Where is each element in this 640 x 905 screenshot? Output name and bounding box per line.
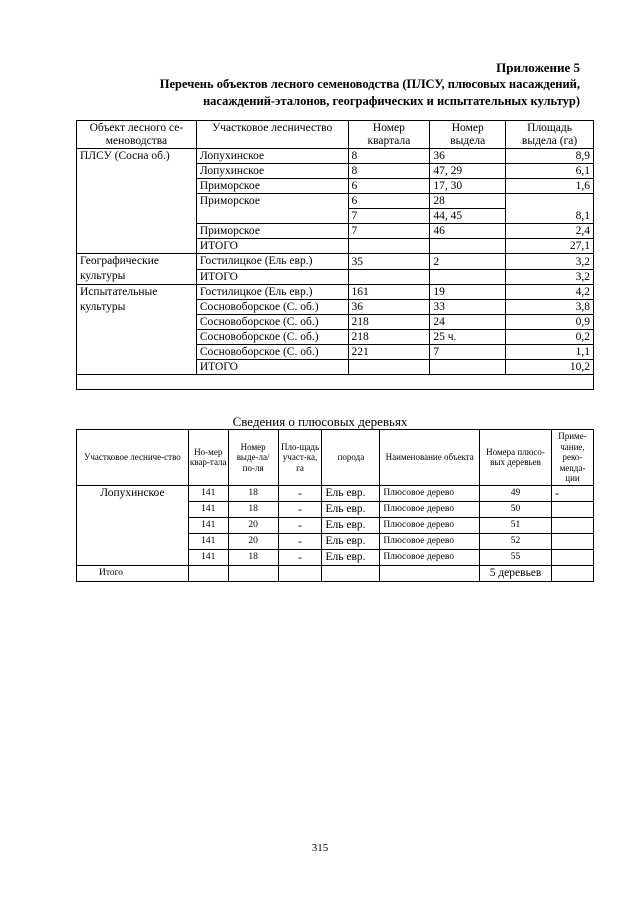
total-label: ИТОГО <box>196 269 348 285</box>
quarter-cell: 7 <box>348 209 430 224</box>
total-area: 3,2 <box>506 269 594 285</box>
header-section: Номер выде-ла/ по-ля <box>228 430 278 486</box>
forestry-cell: Сосновоборское (С. об.) <box>196 315 348 330</box>
quarter-cell: 36 <box>348 300 430 315</box>
empty-row <box>77 375 594 390</box>
empty-cell <box>77 375 197 390</box>
notes-cell <box>551 533 593 549</box>
header-quarter: Номер квартала <box>348 121 430 149</box>
forestry-cell: Гостилицкое (Ель евр.) <box>196 285 348 300</box>
quarter-cell: 141 <box>188 549 228 565</box>
quarter-cell: 161 <box>348 285 430 300</box>
section-cell: 20 <box>228 517 278 533</box>
tree-number-cell: 52 <box>480 533 552 549</box>
section-cell: 44, 45 <box>430 209 506 224</box>
header-forestry: Участковое лесничество <box>196 121 348 149</box>
section-cell: 46 <box>430 224 506 239</box>
appendix-label: Приложение 5 <box>496 60 580 75</box>
tree-number-cell: 49 <box>480 485 552 501</box>
total-row <box>77 565 594 581</box>
quarter-cell: 221 <box>348 345 430 360</box>
section-cell: 33 <box>430 300 506 315</box>
quarter-cell: 218 <box>348 330 430 345</box>
quarter-cell: 7 <box>348 224 430 239</box>
quarter-cell: 6 <box>348 179 430 194</box>
forestry-cell: Сосновоборское (С. об.) <box>196 330 348 345</box>
species-cell: Ель евр. <box>322 517 380 533</box>
section-cell: 19 <box>430 285 506 300</box>
section-cell: 25 ч. <box>430 330 506 345</box>
forestry-cell: Сосновоборское (С. об.) <box>196 300 348 315</box>
total-label: ИТОГО <box>196 239 348 254</box>
total-label: ИТОГО <box>196 360 348 375</box>
page-number: 315 <box>311 842 329 854</box>
area-cell: 0,2 <box>506 330 594 345</box>
total-label: Итого <box>77 565 189 581</box>
tree-number-cell: 55 <box>480 549 552 565</box>
area-cell: - <box>278 549 322 565</box>
object-name-cell: Плюсовое дерево <box>380 485 480 501</box>
forestry-cell: Лопухинское <box>77 485 189 565</box>
species-cell: Ель евр. <box>322 549 380 565</box>
document-title <box>100 76 580 110</box>
empty-cell <box>551 565 593 581</box>
section-cell <box>430 269 506 285</box>
total-area: 27,1 <box>506 239 594 254</box>
section-cell: 24 <box>430 315 506 330</box>
tree-number-cell: 50 <box>480 501 552 517</box>
empty-cell <box>196 375 348 390</box>
empty-cell <box>322 565 380 581</box>
notes-cell: - <box>551 485 593 501</box>
empty-cell <box>278 565 322 581</box>
section-cell <box>430 239 506 254</box>
quarter-cell: 141 <box>188 533 228 549</box>
seed-objects-table <box>76 120 594 390</box>
area-cell: 8,9 <box>506 149 594 164</box>
section-cell: 18 <box>228 549 278 565</box>
area-cell: 1,6 <box>506 179 594 194</box>
empty-cell <box>430 375 506 390</box>
section-cell: 17, 30 <box>430 179 506 194</box>
title-line-2: насаждений-эталонов, географических и испытательных культур) <box>202 94 580 108</box>
quarter-cell: 6 <box>348 194 430 209</box>
total-area: 10,2 <box>506 360 594 375</box>
quarter-cell: 218 <box>348 315 430 330</box>
forestry-cell: Приморское <box>196 194 348 224</box>
forestry-cell: Сосновоборское (С. об.) <box>196 345 348 360</box>
empty-cell <box>228 565 278 581</box>
quarter-cell: 141 <box>188 485 228 501</box>
species-cell: Ель евр. <box>322 533 380 549</box>
object-name-cell: Плюсовое дерево <box>380 517 480 533</box>
empty-cell <box>380 565 480 581</box>
quarter-cell: 35 <box>348 254 430 270</box>
object-name-cell: Плюсовое дерево <box>380 549 480 565</box>
section-cell: 28 <box>430 194 506 209</box>
object-cell: Географические культуры <box>77 254 197 285</box>
plus-trees-table <box>76 429 594 582</box>
header-quarter: Но-мер квар-тала <box>188 430 228 486</box>
section-cell: 18 <box>228 485 278 501</box>
quarter-cell <box>348 269 430 285</box>
header-forestry: Участковое лесниче-ство <box>77 430 189 486</box>
area-cell: 6,1 <box>506 164 594 179</box>
quarter-cell: 8 <box>348 149 430 164</box>
header-species: порода <box>322 430 380 486</box>
notes-cell <box>551 549 593 565</box>
header-tree-numbers: Номера плюсо-вых деревьев <box>480 430 552 486</box>
section-cell: 18 <box>228 501 278 517</box>
quarter-cell: 141 <box>188 501 228 517</box>
forestry-cell: Лопухинское <box>196 164 348 179</box>
object-name-cell: Плюсовое дерево <box>380 501 480 517</box>
forestry-cell: Гостилицкое (Ель евр.) <box>196 254 348 270</box>
area-cell: 8,1 <box>506 194 594 224</box>
table-row <box>77 149 594 164</box>
notes-cell <box>551 517 593 533</box>
header-area: Площадь выдела (га) <box>506 121 594 149</box>
header-object: Объект лесного се-меноводства <box>77 121 197 149</box>
section-cell: 47, 29 <box>430 164 506 179</box>
table-row <box>77 285 594 300</box>
area-cell: 0,9 <box>506 315 594 330</box>
area-cell: - <box>278 485 322 501</box>
header-object-name: Наименование объекта <box>380 430 480 486</box>
total-trees: 5 деревьев <box>480 565 552 581</box>
table-header-row <box>77 121 594 149</box>
title-line-1: Перечень объектов лесного семеноводства (ПЛСУ, плюсовых насаждений, <box>159 77 580 91</box>
object-cell: ПЛСУ (Сосна об.) <box>77 149 197 254</box>
section-cell: 20 <box>228 533 278 549</box>
tree-number-cell: 51 <box>480 517 552 533</box>
empty-cell <box>188 565 228 581</box>
section-cell: 2 <box>430 254 506 270</box>
empty-cell <box>348 375 430 390</box>
header-notes: Приме-чание, реко-мenда-ции <box>551 430 593 486</box>
area-cell: - <box>278 533 322 549</box>
object-name-cell: Плюсовое дерево <box>380 533 480 549</box>
species-cell: Ель евр. <box>322 485 380 501</box>
area-cell: - <box>278 517 322 533</box>
table-row <box>77 254 594 270</box>
object-cell: Испытательные культуры <box>77 285 197 375</box>
species-cell: Ель евр. <box>322 501 380 517</box>
section-cell: 36 <box>430 149 506 164</box>
quarter-cell <box>348 239 430 254</box>
header-section: Номер выдела <box>430 121 506 149</box>
table-header-row <box>77 430 594 486</box>
area-cell: - <box>278 501 322 517</box>
forestry-cell: Приморское <box>196 224 348 239</box>
forestry-cell: Приморское <box>196 179 348 194</box>
quarter-cell: 8 <box>348 164 430 179</box>
header-area: Пло-щадь участ-ка, га <box>278 430 322 486</box>
table-row <box>77 485 594 501</box>
empty-cell <box>506 375 594 390</box>
section-cell <box>430 360 506 375</box>
area-cell: 4,2 <box>506 285 594 300</box>
notes-cell <box>551 501 593 517</box>
section-cell: 7 <box>430 345 506 360</box>
area-cell: 2,4 <box>506 224 594 239</box>
trees-section-title: Сведения о плюсовых деревьях <box>232 414 408 429</box>
area-cell: 1,1 <box>506 345 594 360</box>
quarter-cell: 141 <box>188 517 228 533</box>
quarter-cell <box>348 360 430 375</box>
area-cell: 3,8 <box>506 300 594 315</box>
area-cell: 3,2 <box>506 254 594 270</box>
forestry-cell: Лопухинское <box>196 149 348 164</box>
